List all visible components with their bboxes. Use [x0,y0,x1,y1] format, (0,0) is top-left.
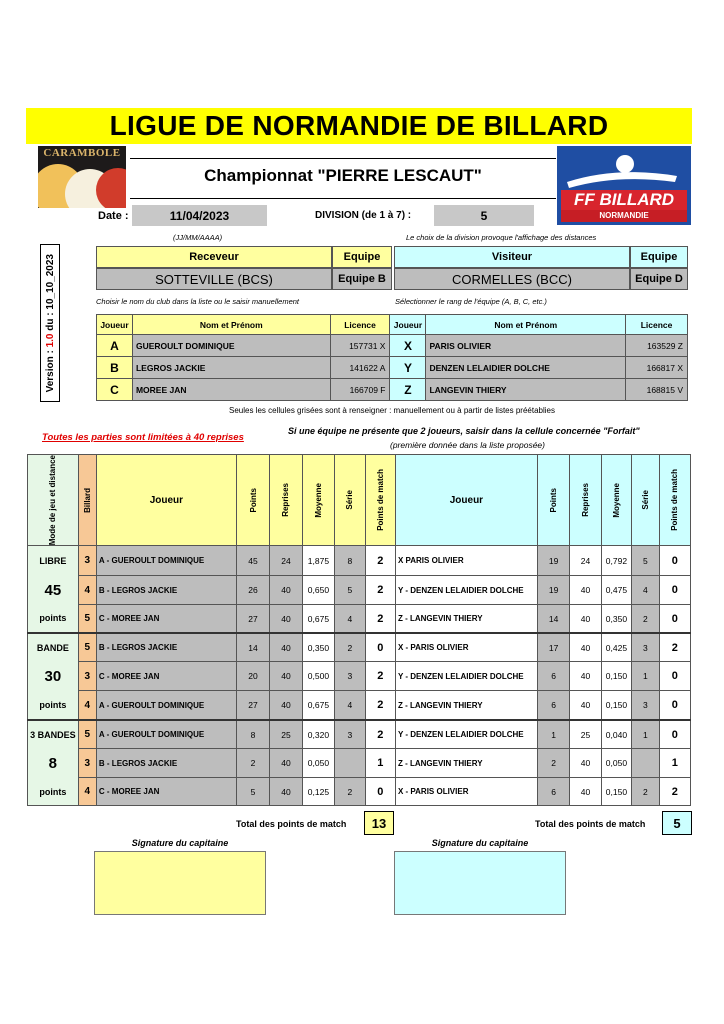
home-moyenne: 0,675 [302,605,334,633]
away-points-match: 0 [659,546,691,576]
limit-note: Toutes les parties sont limitées à 40 reprises [42,432,244,443]
home-points-match: 2 [365,662,395,691]
billard-number[interactable]: 4 [78,576,96,605]
home-serie[interactable]: 3 [335,720,365,749]
home-serie[interactable]: 2 [335,633,365,662]
home-points[interactable]: 45 [236,546,269,576]
away-points[interactable]: 6 [537,662,569,691]
normandie-text: NORMANDIE [599,211,649,220]
home-joueur-col-header: Joueur [96,455,236,546]
home-player[interactable]: C - MOREE JAN [96,778,236,806]
billard-number[interactable]: 5 [78,720,96,749]
away-signature-box[interactable] [394,851,566,915]
home-points-match-header: Points de match [375,469,385,532]
mode-unit: points [28,778,79,806]
home-serie-header: Série [345,490,355,510]
player-row [97,357,688,379]
home-licence[interactable]: 166709 F [330,379,390,401]
billard-number[interactable]: 5 [78,633,96,662]
home-points-match: 1 [365,749,395,778]
home-player[interactable]: A - GUEROULT DOMINIQUE [96,546,236,576]
home-points-match: 0 [365,778,395,806]
results-table [27,454,691,806]
result-row [28,633,691,662]
home-reprises[interactable]: 40 [270,778,302,806]
players-table [96,314,688,401]
division-label: DIVISION (de 1 à 7) : [315,210,412,221]
home-serie[interactable]: 2 [335,778,365,806]
home-reprises[interactable]: 40 [270,605,302,633]
away-serie[interactable]: 2 [632,605,659,633]
away-moyenne: 0,150 [601,691,631,720]
away-points-match-header: Points de match [670,469,680,532]
home-name-header: Nom et Prénom [132,315,330,335]
billard-number[interactable]: 3 [78,662,96,691]
club-note: Choisir le nom du club dans la liste ou le saisir manuellement [96,297,300,306]
home-points[interactable]: 27 [236,605,269,633]
mode-unit: points [28,691,79,720]
home-points-match: 2 [365,605,395,633]
home-points[interactable]: 14 [236,633,269,662]
away-reprises: 24 [570,546,601,576]
result-row [28,749,691,778]
away-points[interactable]: 19 [537,546,569,576]
receveur-equipe-field[interactable]: Equipe B [332,268,392,290]
home-serie[interactable] [335,749,365,778]
away-points[interactable]: 6 [537,778,569,806]
result-row [28,605,691,633]
carambole-logo [38,146,126,208]
forfait-note-2: (première donnée dans la liste proposée) [390,440,545,450]
away-player-name[interactable]: DENZEN LELAIDIER DOLCHE [426,357,626,379]
away-points-header: Points [549,487,559,513]
home-reprises[interactable]: 40 [270,662,302,691]
result-row [28,546,691,576]
home-reprises[interactable]: 25 [270,720,302,749]
away-moyenne-header: Moyenne [611,482,621,518]
player-row [97,379,688,401]
ff-billard-text: FF BILLARD [573,190,675,209]
home-serie[interactable]: 4 [335,605,365,633]
home-points-match: 0 [365,633,395,662]
carambole-logo-text: CARAMBOLE [43,147,121,159]
date-field[interactable]: 11/04/2023 [132,205,267,226]
home-licence[interactable]: 157731 X [330,335,390,357]
away-points[interactable]: 6 [537,691,569,720]
receveur-equipe-header: Equipe [332,246,392,268]
result-row [28,576,691,605]
away-points-match: 1 [659,749,691,778]
away-points-match: 0 [659,605,691,633]
home-moyenne: 0,675 [302,691,334,720]
home-player[interactable]: C - MOREE JAN [96,662,236,691]
division-field[interactable]: 5 [434,205,534,226]
receveur-club-field[interactable]: SOTTEVILLE (BCS) [96,268,332,290]
home-points[interactable]: 27 [236,691,269,720]
away-serie[interactable]: 1 [632,720,659,749]
away-moyenne: 0,050 [601,749,631,778]
away-joueur-header: Joueur [390,315,426,335]
visiteur-club-field[interactable]: CORMELLES (BCC) [394,268,630,290]
home-moyenne: 0,350 [302,633,334,662]
home-serie[interactable]: 3 [335,662,365,691]
home-points-match: 2 [365,720,395,749]
mode-distance: 30 [28,662,79,691]
away-licence[interactable]: 166817 X [626,357,688,379]
home-total-label: Total des points de match [236,819,347,829]
visiteur-equipe-field[interactable]: Equipe D [630,268,688,290]
home-moyenne: 0,050 [302,749,334,778]
visiteur-header: Visiteur [394,246,630,268]
away-licence-header: Licence [626,315,688,335]
mode-name: LIBRE [28,546,79,576]
away-reprises: 25 [570,720,601,749]
away-points[interactable]: 1 [537,720,569,749]
away-joueur-col-header: Joueur [395,455,537,546]
player-row [97,335,688,357]
home-player[interactable]: B - LEGROS JACKIE [96,633,236,662]
home-reprises[interactable]: 40 [270,576,302,605]
away-moyenne: 0,040 [601,720,631,749]
home-points[interactable]: 2 [236,749,269,778]
home-player[interactable]: C - MOREE JAN [96,605,236,633]
home-serie[interactable]: 5 [335,576,365,605]
home-points[interactable]: 5 [236,778,269,806]
home-total-points: 13 [364,811,394,835]
away-reprises: 40 [570,778,601,806]
home-moyenne: 0,500 [302,662,334,691]
home-player-name[interactable]: LEGROS JACKIE [132,357,330,379]
away-serie-header: Série [640,490,650,510]
away-reprises: 40 [570,691,601,720]
home-moyenne-header: Moyenne [313,482,323,518]
away-letter: Y [390,357,426,379]
away-player-name[interactable]: LANGEVIN THIERY [426,379,626,401]
away-points[interactable]: 14 [537,605,569,633]
away-signature-label: Signature du capitaine [431,838,529,848]
mode-name: BANDE [28,633,79,662]
home-moyenne: 0,650 [302,576,334,605]
away-points-match: 0 [659,576,691,605]
away-player: X - PARIS OLIVIER [395,633,537,662]
home-reprises-header: Reprises [281,483,291,518]
grey-cells-note: Seules les cellules grisées sont à renseigner : manuellement ou à partir de listes préétablies [229,406,555,415]
home-player[interactable]: B - LEGROS JACKIE [96,749,236,778]
version-text: Version : 1.0 du : 10_10_2023 [44,253,56,393]
away-total-points: 5 [662,811,692,835]
home-moyenne: 1,875 [302,546,334,576]
away-reprises: 40 [570,576,601,605]
home-reprises[interactable]: 24 [270,546,302,576]
away-points-match: 0 [659,662,691,691]
away-letter: Z [390,379,426,401]
away-serie[interactable]: 4 [632,576,659,605]
home-serie[interactable]: 8 [335,546,365,576]
away-total-label: Total des points de match [535,819,646,829]
away-points-match: 0 [659,720,691,749]
away-licence[interactable]: 163529 Z [626,335,688,357]
away-player: Y - DENZEN LELAIDIER DOLCHE [395,576,537,605]
home-player[interactable]: A - GUEROULT DOMINIQUE [96,691,236,720]
forfait-note: Si une équipe ne présente que 2 joueurs, saisir dans la cellule concernée "Forfait" [288,426,640,436]
date-format-hint: (JJ/MM/AAAA) [173,233,223,242]
mode-header: Mode de jeu et distance [48,455,58,546]
mode-unit: points [28,605,79,633]
away-reprises: 40 [570,633,601,662]
home-reprises[interactable]: 40 [270,633,302,662]
billard-number[interactable]: 5 [78,605,96,633]
version-box [40,244,60,402]
home-signature-box[interactable] [94,851,266,915]
away-player: X - PARIS OLIVIER [395,778,537,806]
away-moyenne: 0,475 [601,576,631,605]
billard-number[interactable]: 4 [78,778,96,806]
visiteur-equipe-header: Equipe [630,246,688,268]
away-moyenne: 0,792 [601,546,631,576]
home-points[interactable]: 26 [236,576,269,605]
home-points-match: 2 [365,691,395,720]
home-joueur-header: Joueur [97,315,133,335]
away-points[interactable]: 19 [537,576,569,605]
away-reprises: 40 [570,662,601,691]
result-row [28,662,691,691]
away-points-match: 2 [659,633,691,662]
home-points-match: 2 [365,546,395,576]
home-letter: C [97,379,133,401]
championship-title: Championnat "PIERRE LESCAUT" [204,166,482,185]
billard-number[interactable]: 3 [78,749,96,778]
away-reprises: 40 [570,749,601,778]
mode-name: 3 BANDES [28,720,79,749]
away-moyenne: 0,150 [601,662,631,691]
home-points-header: Points [248,487,258,513]
mode-distance: 45 [28,576,79,605]
away-licence[interactable]: 168815 V [626,379,688,401]
away-player: Y - DENZEN LELAIDIER DOLCHE [395,662,537,691]
away-player: Z - LANGEVIN THIERY [395,749,537,778]
home-points[interactable]: 8 [236,720,269,749]
billard-number[interactable]: 3 [78,546,96,576]
result-row [28,778,691,806]
home-licence-header: Licence [330,315,390,335]
away-reprises: 40 [570,605,601,633]
result-row [28,691,691,720]
billard-header: Billard [82,487,92,513]
receveur-header: Receveur [96,246,332,268]
date-label: Date : [98,210,129,222]
rank-note: Sélectionner le rang de l'équipe (A, B, C, etc.) [395,297,547,306]
home-moyenne: 0,320 [302,720,334,749]
home-player-name[interactable]: GUEROULT DOMINIQUE [132,335,330,357]
home-letter: B [97,357,133,379]
billard-number[interactable]: 4 [78,691,96,720]
away-letter: X [390,335,426,357]
away-moyenne: 0,150 [601,778,631,806]
home-licence[interactable]: 141622 A [330,357,390,379]
away-points-match: 2 [659,778,691,806]
home-player-name[interactable]: MOREE JAN [132,379,330,401]
mode-distance: 8 [28,749,79,778]
away-points[interactable]: 17 [537,633,569,662]
away-serie[interactable]: 1 [632,662,659,691]
away-serie[interactable]: 5 [632,546,659,576]
home-reprises[interactable]: 40 [270,691,302,720]
division-note: Le choix de la division provoque l'affichage des distances [406,233,597,242]
away-moyenne: 0,425 [601,633,631,662]
ff-billard-logo [557,146,691,225]
away-player: Z - LANGEVIN THIERY [395,605,537,633]
home-signature-label: Signature du capitaine [131,838,229,848]
home-moyenne: 0,125 [302,778,334,806]
away-points[interactable]: 2 [537,749,569,778]
away-serie[interactable]: 3 [632,691,659,720]
page-title: LIGUE DE NORMANDIE DE BILLARD [26,108,692,144]
away-serie[interactable]: 2 [632,778,659,806]
away-moyenne: 0,350 [601,605,631,633]
results-header-row [28,455,691,546]
home-letter: A [97,335,133,357]
away-player: X PARIS OLIVIER [395,546,537,576]
away-serie[interactable]: 3 [632,633,659,662]
away-name-header: Nom et Prénom [426,315,626,335]
away-reprises-header: Reprises [581,483,591,518]
home-points-match: 2 [365,576,395,605]
away-player: Y - DENZEN LELAIDIER DOLCHE [395,720,537,749]
away-serie[interactable] [632,749,659,778]
result-row [28,720,691,749]
home-points[interactable]: 20 [236,662,269,691]
home-reprises[interactable]: 40 [270,749,302,778]
home-player[interactable]: B - LEGROS JACKIE [96,576,236,605]
away-player: Z - LANGEVIN THIERY [395,691,537,720]
home-player[interactable]: A - GUEROULT DOMINIQUE [96,720,236,749]
home-serie[interactable]: 4 [335,691,365,720]
away-points-match: 0 [659,691,691,720]
away-player-name[interactable]: PARIS OLIVIER [426,335,626,357]
